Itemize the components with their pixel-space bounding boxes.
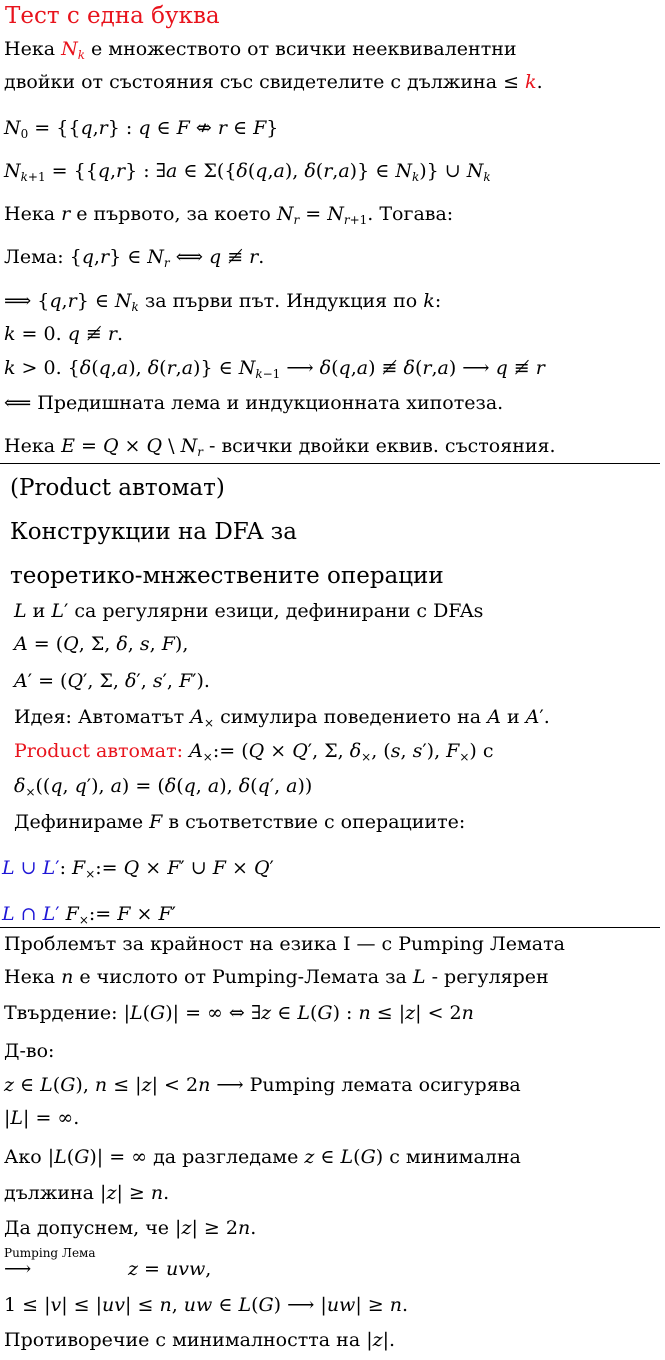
text-line: Нека $N_k$ е множеството от всички нееквивалентни [4, 38, 517, 62]
proof-line: |L| = ∞. [4, 1107, 80, 1129]
proof-line: k = 0. q ≢ r. [4, 323, 123, 345]
section-title: (Product автомат) [10, 475, 225, 501]
divider [0, 463, 660, 464]
lemma-line: Лема: {q,r} ∈ $N_r$ ⟺ q ≢ r. [4, 246, 265, 270]
section-title: Тест с една буква [5, 3, 220, 29]
text-line: Идея: Автоматът $A_\times$ симулира поведението на A и A′. [14, 706, 550, 730]
claim-line: Твърдение: |L(G)| = ∞ ⇔ ∃z ∈ L(G) : n ≤ |z| < 2n [4, 1002, 474, 1024]
proof-line: Ако |L(G)| = ∞ да разгледаме z ∈ L(G) с минимална [4, 1146, 521, 1168]
proof-line: дължина |z| ≥ n. [4, 1182, 170, 1204]
heading-line: теоретико-мнжествените операции [10, 563, 444, 589]
proof-line: ⟸ Предишната лема и индукционната хипотеза. [4, 392, 504, 414]
divider [0, 927, 660, 928]
conclusion-line: Противоречие с минималността на |z|. [4, 1329, 396, 1351]
formula-delta: $\delta_\times((q$, q′), a) = (δ(q, a), δ(q′, a)) [14, 775, 313, 799]
heading-line: Конструкции на DFA за [10, 519, 297, 545]
proof-line: ⟶ z = uvw, [4, 1258, 212, 1280]
formula-a: A = (Q, Σ, δ, s, F), [14, 633, 189, 655]
formula-n0: $N_0 = \{\{q,r\}$ : q ∈ F ⇎ r ∈ F} [4, 117, 279, 141]
text-line: Д-во: [4, 1040, 55, 1062]
formula-nk1: $N_{k+1} = \{\{q,r\}$ : ∃a ∈ Σ({δ(q,a), δ(r,a)} ∈ $N_k$)} ∪ $N_k$ [4, 160, 491, 184]
proof-line: ⟹ {q,r} ∈ $N_k$ за първи път. Индукция по k: [4, 290, 442, 314]
formula-a-prime: A′ = (Q′, Σ, δ′, s′, F′). [14, 670, 210, 692]
text-line: Дефинираме F в съответствие с операциите: [14, 811, 466, 833]
text-line: Нека E = Q × Q \ $N_r$ - всички двойки еквив. състояния. [4, 435, 556, 459]
text-line: Product автомат: $A_\times:= (Q \times Q'$, Σ, $\delta_\times$, (s, s′), $F_\times$) с [14, 740, 494, 764]
formula-union: L ∪ L′: $F_\times:= Q \times F'$ ∪ F × Q′ [2, 857, 274, 881]
proof-line: Да допуснем, че |z| ≥ 2n. [4, 1217, 257, 1239]
text-line: Нека r е първото, за което $N_r = N_{r+1}$. Тогава: [4, 203, 454, 227]
pumping-lemma-label: Pumping Лема [4, 1246, 96, 1260]
proof-line: 1 ≤ |v| ≤ |uv| ≤ n, uw ∈ L(G) ⟶ |uw| ≥ n. [4, 1294, 409, 1316]
proof-line: z ∈ L(G), n ≤ |z| < 2n ⟶ Pumping лемата осигурява [4, 1074, 521, 1096]
text-line: двойки от състояния със свидетелите с дължина ≤ k. [4, 71, 543, 93]
formula-intersection: L ∩ L′ $F_\times:= F \times F'$ [2, 903, 176, 927]
text-line: Нека n е числото от Pumping-Лемата за L - регулярен [4, 966, 549, 988]
text-line: L и L′ са регулярни езици, дефинирани с DFAs [14, 600, 484, 622]
proof-line: k > 0. {δ(q,a), δ(r,a)} ∈ $N_{k-1}$ ⟶ δ(q,a) ≢ δ(r,a) ⟶ q ≢ r [4, 357, 545, 381]
section-title: Проблемът за крайност на езика I — с Pumping Лемата [4, 933, 565, 955]
